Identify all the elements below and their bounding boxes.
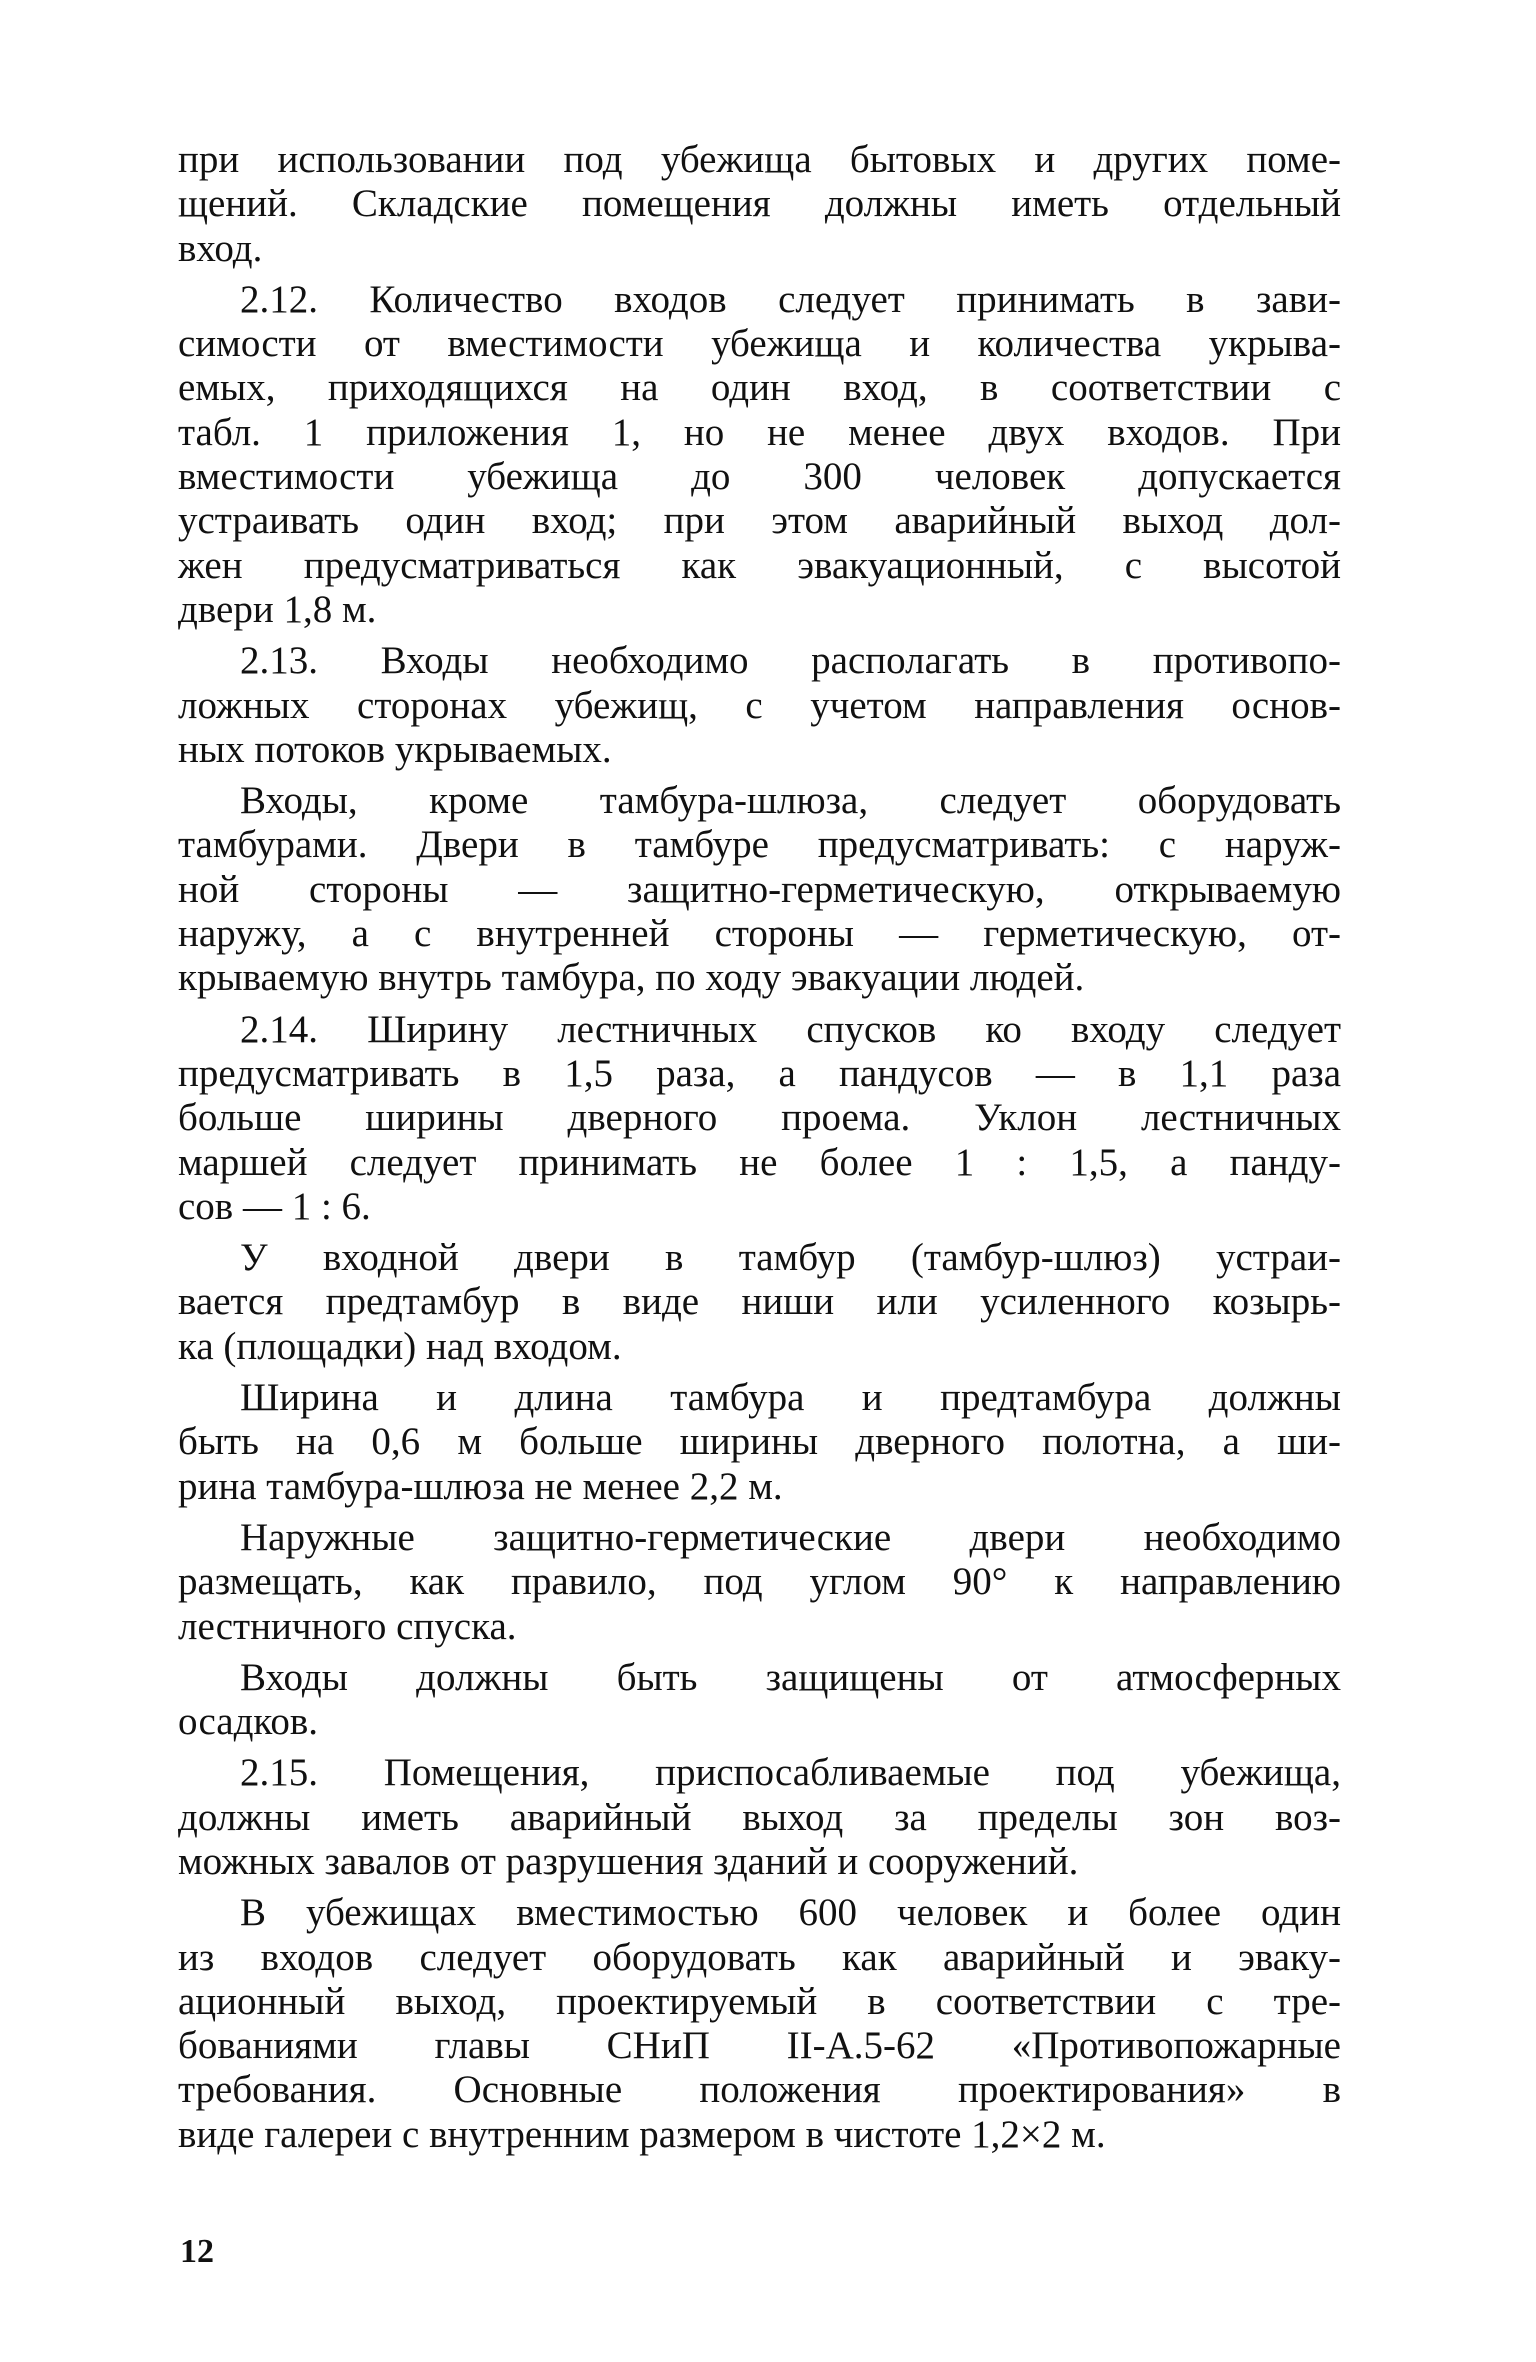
text-line: ка (площадки) над входом. <box>178 1324 622 1368</box>
text-line: можных завалов от разрушения зданий и сооружений. <box>178 1839 1079 1883</box>
text-line: при использовании под убежища бытовых и других поме- <box>178 138 1341 181</box>
text-line: табл. 1 приложения 1, но не менее двух входов. При <box>178 410 1341 454</box>
text-line: Ширина и длина тамбура и предтамбура должны <box>240 1376 1341 1420</box>
text-line: крываемую внутрь тамбура, по ходу эвакуации людей. <box>178 956 1085 1000</box>
page-number: 12 <box>180 2233 214 2270</box>
text-line: из входов следует оборудовать как аварийный и эваку- <box>178 1935 1341 1979</box>
text-line: предусматривать в 1,5 раза, а пандусов — в 1,1 раза <box>178 1051 1341 1095</box>
paragraph <box>178 138 1341 271</box>
text-line: В убежищах вместимостью 600 человек и более один <box>240 1891 1341 1935</box>
text-line: виде галереи с внутренним размером в чистоте 1,2×2 м. <box>178 2112 1106 2156</box>
text-line: У входной двери в тамбур (тамбур-шлюз) устраи- <box>240 1236 1341 1280</box>
text-line: наружу, а с внутренней стороны — герметическую, от- <box>178 912 1341 956</box>
text-line: больше ширины дверного проема. Уклон лестничных <box>178 1096 1341 1140</box>
paragraph <box>178 1751 1341 1884</box>
text-line: 2.15. Помещения, приспосабливаемые под убежища, <box>240 1751 1341 1795</box>
paragraph <box>178 639 1341 772</box>
text-line: вход. <box>178 226 263 270</box>
text-line: Входы, кроме тамбура-шлюза, следует оборудовать <box>240 779 1341 823</box>
text-line: двери 1,8 м. <box>178 587 377 631</box>
text-line: быть на 0,6 м больше ширины дверного полотна, а ши- <box>178 1420 1341 1464</box>
paragraph <box>178 278 1341 632</box>
paragraph <box>178 1008 1341 1229</box>
text-line: бованиями главы СНиП II-А.5-62 «Противопожарные <box>178 2024 1341 2068</box>
paragraph <box>178 1891 1341 2157</box>
text-line: рина тамбура-шлюза не менее 2,2 м. <box>178 1464 783 1508</box>
text-line: щений. Складские помещения должны иметь отдельный <box>178 182 1341 226</box>
text-line: ложных сторонах убежищ, с учетом направления основ- <box>178 683 1341 727</box>
text-line: должны иметь аварийный выход за пределы зон воз- <box>178 1795 1341 1839</box>
body-text <box>178 138 1341 2157</box>
text-line: емых, приходящихся на один вход, в соответствии с <box>178 366 1341 410</box>
paragraph <box>178 1376 1341 1509</box>
text-line: требования. Основные положения проектирования» в <box>178 2068 1341 2112</box>
text-line: тамбурами. Двери в тамбуре предусматривать: с наруж- <box>178 823 1341 867</box>
text-line: сов — 1 : 6. <box>178 1184 371 1228</box>
paragraph <box>178 779 1341 1000</box>
text-line: симости от вместимости убежища и количества укрыва- <box>178 322 1341 366</box>
text-line: 2.13. Входы необходимо располагать в противопо- <box>240 639 1341 683</box>
paragraph <box>178 1516 1341 1649</box>
text-line: ных потоков укрываемых. <box>178 727 612 771</box>
text-line: ной стороны — защитно-герметическую, открываемую <box>178 867 1341 911</box>
text-line: вместимости убежища до 300 человек допускается <box>178 455 1341 499</box>
text-line: размещать, как правило, под углом 90° к направлению <box>178 1560 1341 1604</box>
text-line: вается предтамбур в виде ниши или усиленного козырь- <box>178 1280 1341 1324</box>
text-line: устраивать один вход; при этом аварийный выход дол- <box>178 499 1341 543</box>
paragraph <box>178 1656 1341 1745</box>
text-line: Наружные защитно-герметические двери необходимо <box>240 1515 1341 1559</box>
text-line: маршей следует принимать не более 1 : 1,5, а панду- <box>178 1140 1341 1184</box>
text-line: Входы должны быть защищены от атмосферных <box>240 1655 1341 1699</box>
text-line: жен предусматриваться как эвакуационный, с высотой <box>178 543 1341 587</box>
paragraph <box>178 1236 1341 1369</box>
text-line: 2.12. Количество входов следует принимать в зави- <box>240 277 1341 321</box>
text-line: 2.14. Ширину лестничных спусков ко входу следует <box>240 1007 1341 1051</box>
text-line: ационный выход, проектируемый в соответствии с тре- <box>178 1979 1341 2023</box>
text-line: осадков. <box>178 1700 319 1744</box>
text-line: лестничного спуска. <box>178 1604 517 1648</box>
